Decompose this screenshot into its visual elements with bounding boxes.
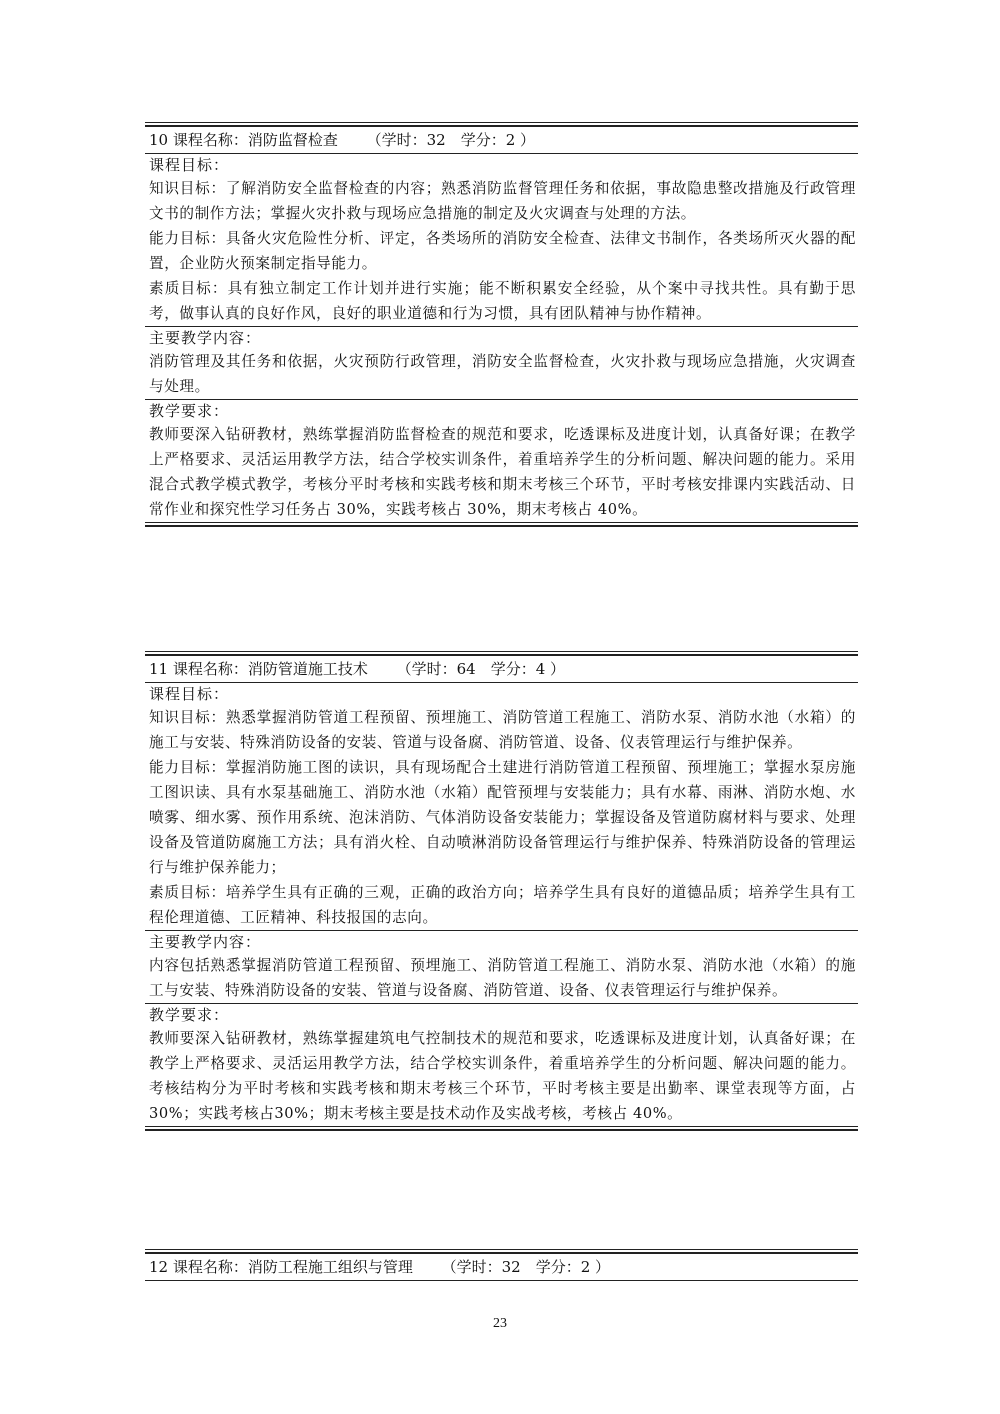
section-heading: 课程目标：: [149, 156, 230, 174]
teaching-requirements-section: [145, 400, 858, 523]
quality-goal: 素质目标：具有独立制定工作计划并进行实施；能不断积累安全经验，从个案中寻找共性。具有勤于思考，做事认真的良好作风，良好的职业道德和行为习惯，具有团队精神与协作精神。: [149, 280, 856, 322]
double-rule: [145, 651, 858, 652]
section-heading: 主要教学内容：: [149, 933, 262, 951]
section-heading: 主要教学内容：: [149, 329, 262, 347]
course-block-10: [145, 122, 858, 527]
ability-goal: 能力目标：具备火灾危险性分析、评定，各类场所的消防安全检查、法律文书制作，各类场所灭火器的配置，企业防火预案制定指导能力。: [149, 230, 856, 272]
page-number: 23: [493, 1316, 507, 1331]
main-content-text: 消防管理及其任务和依据，火灾预防行政管理，消防安全监督检查，火灾扑救与现场应急措施，火灾调查与处理。: [149, 353, 856, 395]
course-hours: （学时：32 学分：2 ）: [366, 131, 536, 149]
main-content-section: [145, 327, 858, 400]
course-block-12: [145, 1249, 858, 1281]
course-block-11: [145, 651, 858, 1131]
course-title: 12 课程名称：消防工程施工组织与管理: [149, 1258, 413, 1276]
knowledge-goal: 知识目标：了解消防安全监督检查的内容；熟悉消防监督管理任务和依据，事故隐患整改措施及行政管理文书的制作方法；掌握火灾扑救与现场应急措施的制定及火灾调查与处理的方法。: [149, 180, 856, 222]
course-title-row: [145, 656, 858, 683]
ability-goal: 能力目标：掌握消防施工图的读识，具有现场配合土建进行消防管道工程预留、预埋施工；掌握水泵房施工图识读、具有水泵基础施工、消防水池（水箱）配管预埋与安装能力；具有水幕、雨淋、消防水炮、水喷雾、细水雾、预作用系统、泡沫消防、气体消防设备安装能力；掌握设备及管道防腐材料与要求、处理设备及管道防腐施工方法；具有消火栓、自动喷淋消防设备管理运行与维护保养、特殊消防设备的管理运行与维护保养能力；: [149, 759, 856, 876]
knowledge-goal: 知识目标：熟悉掌握消防管道工程预留、预埋施工、消防管道工程施工、消防水泵、消防水池（水箱）的施工与安装、特殊消防设备的安装、管道与设备腐、消防管道、设备、仪表管理运行与维护保养。: [149, 709, 856, 751]
course-title-row: [145, 127, 858, 154]
double-rule: [145, 525, 858, 527]
section-heading: 教学要求：: [149, 1006, 230, 1024]
course-title: 11 课程名称：消防管道施工技术: [149, 660, 368, 678]
course-hours: （学时：64 学分：4 ）: [396, 660, 566, 678]
course-title-row: [145, 1254, 858, 1281]
main-content-section: [145, 931, 858, 1004]
course-goals-section: [145, 683, 858, 931]
teaching-requirements-section: [145, 1004, 858, 1127]
double-rule: [145, 1249, 858, 1250]
section-heading: 教学要求：: [149, 402, 230, 420]
teaching-requirements-text: 教师要深入钻研教材，熟练掌握建筑电气控制技术的规范和要求，吃透课标及进度计划，认真备好课；在教学上严格要求、灵活运用教学方法，结合学校实训条件，着重培养学生的分析问题、解决问题的能力。考核结构分为平时考核和实践考核和期末考核三个环节，平时考核主要是出勤率、课堂表现等方面，占 30%；实践考核占30%；期末考核主要是技术动作及实战考核，考核占 40%。: [149, 1030, 856, 1122]
main-content-text: 内容包括熟悉掌握消防管道工程预留、预埋施工、消防管道工程施工、消防水泵、消防水池（水箱）的施工与安装、特殊消防设备的安装、管道与设备腐、消防管道、设备、仪表管理运行与维护保养。: [149, 957, 856, 999]
double-rule: [145, 1129, 858, 1131]
course-goals-section: [145, 154, 858, 327]
teaching-requirements-text: 教师要深入钻研教材，熟练掌握消防监督检查的规范和要求，吃透课标及进度计划，认真备好课；在教学上严格要求、灵活运用教学方法，结合学校实训条件，着重培养学生的分析问题、解决问题的能力。采用混合式教学模式教学，考核分平时考核和实践考核和期末考核三个环节，平时考核安排课内实践活动、日常作业和探究性学习任务占 30%，实践考核占 30%，期末考核占 40%。: [149, 426, 856, 518]
section-heading: 课程目标：: [149, 685, 230, 703]
course-hours: （学时：32 学分：2 ）: [441, 1258, 611, 1276]
course-title: 10 课程名称：消防监督检查: [149, 131, 338, 149]
double-rule: [145, 122, 858, 123]
quality-goal: 素质目标：培养学生具有正确的三观，正确的政治方向；培养学生具有良好的道德品质；培养学生具有工程伦理道德、工匠精神、科技报国的志向。: [149, 884, 856, 926]
